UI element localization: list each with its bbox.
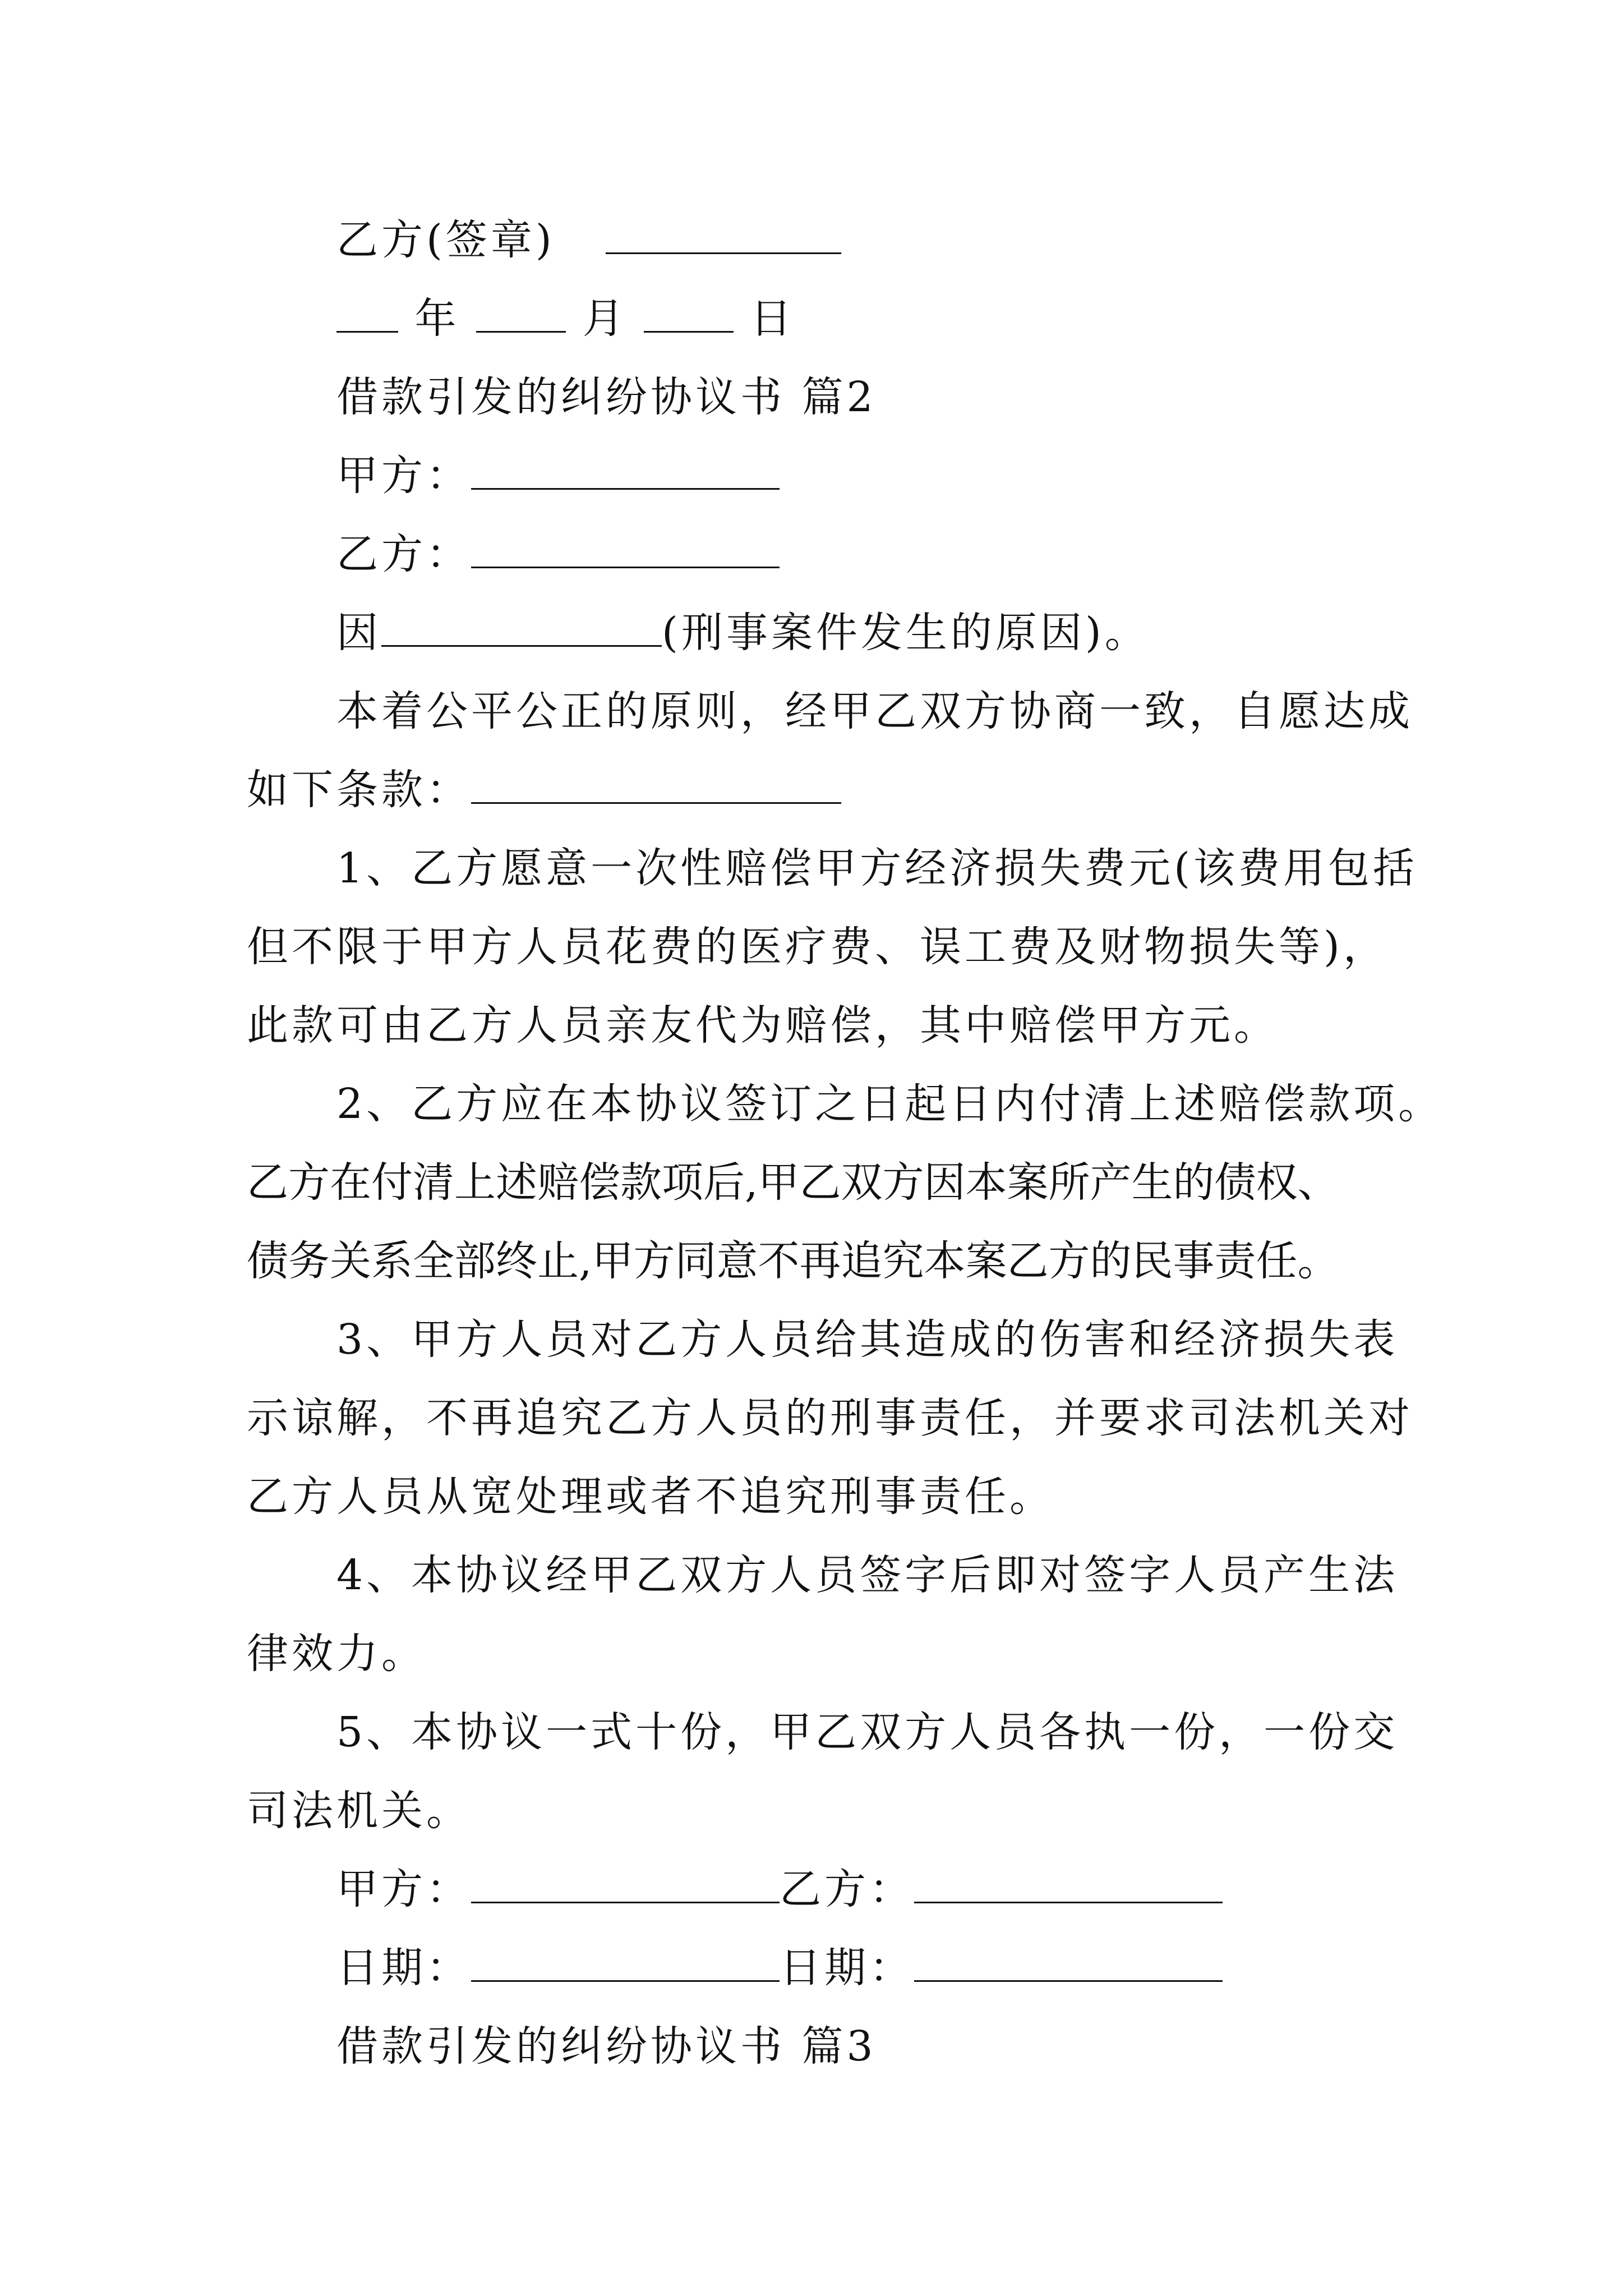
- section-heading-3: 借款引发的纠纷协议书 篇3: [336, 2022, 877, 2070]
- clause-1-line-3: 此款可由乙方人员亲友代为赔偿，其中赔偿甲方元。: [247, 1001, 1279, 1050]
- party-b-date-label: 日期：: [780, 1944, 914, 1992]
- clause-2-line-1: 2、乙方应在本协议签订之日起日内付清上述赔偿款项。: [336, 1080, 1444, 1128]
- clause-3-line-3: 乙方人员从宽处理或者不追究刑事责任。: [247, 1473, 1054, 1521]
- signature-row: [336, 1861, 1223, 1917]
- clause-1-line-1: 1、乙方愿意一次性赔偿甲方经济损失费元(该费用包括: [336, 844, 1418, 892]
- date-line: [336, 291, 795, 347]
- clause-3-line-2: 示谅解，不再追究乙方人员的刑事责任，并要求司法机关对: [247, 1394, 1413, 1442]
- terms-label: 如下条款：: [247, 766, 471, 814]
- terms-blank: [471, 766, 841, 804]
- clause-4-line-1: 4、本协议经甲乙双方人员签字后即对签字人员产生法: [336, 1551, 1399, 1599]
- party-a-date-label: 日期：: [336, 1944, 471, 1992]
- cause-line: [336, 605, 1150, 661]
- clause-5-line-2: 司法机关。: [247, 1787, 471, 1835]
- cause-blank: [381, 609, 662, 647]
- clause-1-line-2: 但不限于甲方人员花费的医疗费、误工费及财物损失等)，: [247, 923, 1388, 971]
- party-b-line: [336, 526, 780, 582]
- party-b-blank: [471, 531, 780, 568]
- party-b-sign-label: 乙方：: [780, 1865, 914, 1913]
- party-a-sign-blank: [471, 1866, 780, 1903]
- signature-blank: [606, 217, 841, 254]
- day-blank: [644, 295, 734, 333]
- month-blank: [476, 295, 566, 333]
- party-a-line: [336, 448, 780, 504]
- cause-suffix: (刑事案件发生的原因)。: [662, 609, 1150, 657]
- party-b-seal-label: 乙方(签章): [336, 216, 555, 264]
- day-label: 日: [750, 295, 795, 343]
- party-a-blank: [471, 452, 780, 490]
- clause-2-line-3: 债务关系全部终止,甲方同意不再追究本案乙方的民事责任。: [247, 1237, 1339, 1285]
- party-a-date-blank: [471, 1944, 780, 1982]
- party-b-label: 乙方：: [336, 530, 471, 578]
- section-heading-2: 借款引发的纠纷协议书 篇2: [336, 373, 877, 421]
- year-label: 年: [414, 295, 460, 343]
- party-b-sign-blank: [914, 1866, 1223, 1903]
- terms-line: [247, 762, 841, 818]
- party-a-label: 甲方：: [336, 452, 471, 500]
- cause-prefix: 因: [336, 609, 381, 657]
- paragraph-line: 本着公平公正的原则，经甲乙双方协商一致，自愿达成: [336, 687, 1413, 735]
- party-b-date-blank: [914, 1944, 1223, 1982]
- clause-3-line-1: 3、甲方人员对乙方人员给其造成的伤害和经济损失表: [336, 1315, 1399, 1364]
- clause-2-line-2: 乙方在付清上述赔偿款项后,甲乙双方因本案所产生的债权、: [247, 1158, 1339, 1207]
- date-row: [336, 1940, 1223, 1996]
- month-label: 月: [582, 295, 628, 343]
- clause-5-line-1: 5、本协议一式十份，甲乙双方人员各执一份，一份交: [336, 1708, 1399, 1756]
- signature-line-party-b: [336, 212, 841, 268]
- party-a-sign-label: 甲方：: [336, 1865, 471, 1913]
- clause-4-line-2: 律效力。: [247, 1630, 426, 1678]
- year-blank: [336, 295, 398, 333]
